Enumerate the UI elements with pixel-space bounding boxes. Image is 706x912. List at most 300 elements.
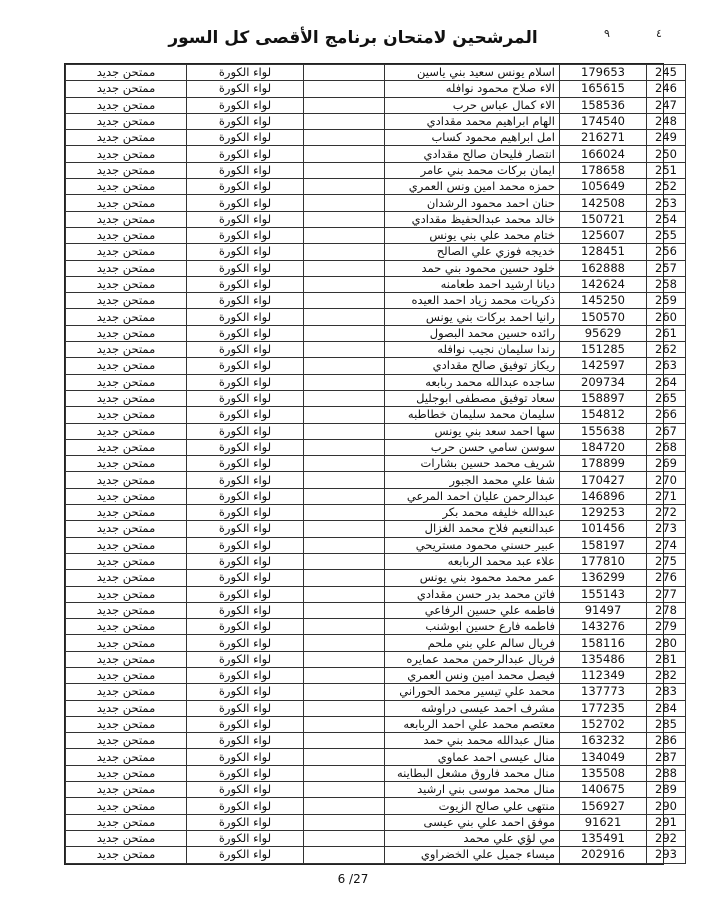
status: ممتحن جديد (66, 162, 187, 178)
candidate-name: منتهى علي صالح الزيوت (385, 798, 560, 814)
district: لواء الكورة (187, 472, 304, 488)
row-number: 285 (647, 716, 686, 732)
district: لواء الكورة (187, 374, 304, 390)
table-row (66, 749, 686, 765)
table-row (66, 782, 686, 798)
candidate-id: 158536 (560, 97, 647, 113)
candidate-id: 91621 (560, 814, 647, 830)
candidate-id: 91497 (560, 602, 647, 618)
row-number: 281 (647, 651, 686, 667)
candidate-name: مي لؤي علي محمد (385, 830, 560, 846)
empty-cell (304, 847, 385, 863)
status: ممتحن جديد (66, 276, 187, 292)
empty-cell (304, 325, 385, 341)
row-number: 266 (647, 407, 686, 423)
table-row (66, 716, 686, 732)
district: لواء الكورة (187, 570, 304, 586)
status: ممتحن جديد (66, 537, 187, 553)
status: ممتحن جديد (66, 505, 187, 521)
status: ممتحن جديد (66, 782, 187, 798)
empty-cell (304, 798, 385, 814)
status: ممتحن جديد (66, 390, 187, 406)
status: ممتحن جديد (66, 309, 187, 325)
district: لواء الكورة (187, 130, 304, 146)
row-number: 264 (647, 374, 686, 390)
table-row (66, 602, 686, 618)
candidate-id: 209734 (560, 374, 647, 390)
row-number: 269 (647, 456, 686, 472)
row-number: 284 (647, 700, 686, 716)
district: لواء الكورة (187, 342, 304, 358)
status: ممتحن جديد (66, 97, 187, 113)
district: لواء الكورة (187, 782, 304, 798)
empty-cell (304, 586, 385, 602)
empty-cell (304, 472, 385, 488)
district: لواء الكورة (187, 733, 304, 749)
candidate-id: 143276 (560, 619, 647, 635)
empty-cell (304, 635, 385, 651)
empty-cell (304, 211, 385, 227)
district: لواء الكورة (187, 276, 304, 292)
row-number: 251 (647, 162, 686, 178)
district: لواء الكورة (187, 586, 304, 602)
candidate-name: فريال عبدالرحمن محمد عمايره (385, 651, 560, 667)
row-number: 263 (647, 358, 686, 374)
district: لواء الكورة (187, 814, 304, 830)
page-number: 6 /27 (337, 872, 369, 886)
candidate-name: شريف محمد حسين بشارات (385, 456, 560, 472)
table-row (66, 342, 686, 358)
candidate-name: سها احمد سعد بني يونس (385, 423, 560, 439)
candidate-name: عبدالنعيم فلاح محمد الغزال (385, 521, 560, 537)
row-number: 283 (647, 684, 686, 700)
candidate-id: 151285 (560, 342, 647, 358)
candidate-id: 155638 (560, 423, 647, 439)
status: ممتحن جديد (66, 651, 187, 667)
candidate-name: اسلام يونس سعيد بني ياسين (385, 65, 560, 81)
table-row (66, 521, 686, 537)
status: ممتحن جديد (66, 586, 187, 602)
candidate-id: 154812 (560, 407, 647, 423)
row-number: 287 (647, 749, 686, 765)
row-number: 253 (647, 195, 686, 211)
status: ممتحن جديد (66, 293, 187, 309)
empty-cell (304, 814, 385, 830)
candidate-name: فاتن محمد بدر حسن مقدادي (385, 586, 560, 602)
candidate-name: الاء كمال عباس حرب (385, 97, 560, 113)
candidate-id: 137773 (560, 684, 647, 700)
status: ممتحن جديد (66, 227, 187, 243)
candidate-id: 146896 (560, 488, 647, 504)
candidate-name: عبدالله خليفه محمد بكر (385, 505, 560, 521)
candidate-name: محمد علي تيسير محمد الحوراني (385, 684, 560, 700)
empty-cell (304, 113, 385, 129)
candidate-name: ديانا ارشيد احمد طعامنه (385, 276, 560, 292)
status: ممتحن جديد (66, 211, 187, 227)
empty-cell (304, 260, 385, 276)
table-row (66, 309, 686, 325)
row-number: 288 (647, 765, 686, 781)
candidate-id: 140675 (560, 782, 647, 798)
empty-cell (304, 407, 385, 423)
empty-cell (304, 65, 385, 81)
candidate-name: حنان احمد محمود الرشدان (385, 195, 560, 211)
candidate-name: رانيا احمد بركات بني يونس (385, 309, 560, 325)
empty-cell (304, 488, 385, 504)
status: ممتحن جديد (66, 244, 187, 260)
candidate-name: امل ابراهيم محمود كساب (385, 130, 560, 146)
status: ممتحن جديد (66, 260, 187, 276)
district: لواء الكورة (187, 439, 304, 455)
table-row (66, 814, 686, 830)
row-number: 255 (647, 227, 686, 243)
row-number: 290 (647, 798, 686, 814)
row-number: 259 (647, 293, 686, 309)
empty-cell (304, 505, 385, 521)
table-row (66, 635, 686, 651)
row-number: 258 (647, 276, 686, 292)
district: لواء الكورة (187, 65, 304, 81)
candidate-name: رائده حسين محمد البصول (385, 325, 560, 341)
district: لواء الكورة (187, 456, 304, 472)
candidate-id: 145250 (560, 293, 647, 309)
candidate-name: انتصار فليحان صالح مقدادي (385, 146, 560, 162)
row-number: 282 (647, 667, 686, 683)
candidate-id: 165615 (560, 81, 647, 97)
row-number: 267 (647, 423, 686, 439)
table-row (66, 651, 686, 667)
district: لواء الكورة (187, 146, 304, 162)
status: ممتحن جديد (66, 179, 187, 195)
candidate-name: منال محمد موسى بني ارشيد (385, 782, 560, 798)
row-number: 262 (647, 342, 686, 358)
candidate-name: منال عبدالله محمد بني حمد (385, 733, 560, 749)
row-number: 273 (647, 521, 686, 537)
table-row (66, 195, 686, 211)
candidate-id: 95629 (560, 325, 647, 341)
candidate-name: ريكاز توفيق صالح مقدادي (385, 358, 560, 374)
row-number: 274 (647, 537, 686, 553)
candidate-name: خديجه فوزي علي الصالح (385, 244, 560, 260)
table-row (66, 407, 686, 423)
candidate-name: ساجده عبدالله محمد ربابعه (385, 374, 560, 390)
candidate-id: 158897 (560, 390, 647, 406)
district: لواء الكورة (187, 602, 304, 618)
candidate-id: 202916 (560, 847, 647, 863)
empty-cell (304, 651, 385, 667)
status: ممتحن جديد (66, 65, 187, 81)
candidate-id: 155143 (560, 586, 647, 602)
table-row (66, 488, 686, 504)
row-number: 257 (647, 260, 686, 276)
table-row (66, 798, 686, 814)
candidate-name: خالد محمد عبدالحفيظ مقدادي (385, 211, 560, 227)
district: لواء الكورة (187, 830, 304, 846)
district: لواء الكورة (187, 358, 304, 374)
status: ممتحن جديد (66, 113, 187, 129)
empty-cell (304, 602, 385, 618)
candidate-id: 134049 (560, 749, 647, 765)
table-row (66, 765, 686, 781)
candidate-id: 184720 (560, 439, 647, 455)
candidate-name: منال عيسى احمد عماوي (385, 749, 560, 765)
candidate-id: 178899 (560, 456, 647, 472)
candidate-id: 152702 (560, 716, 647, 732)
status: ممتحن جديد (66, 195, 187, 211)
table-row (66, 423, 686, 439)
status: ممتحن جديد (66, 830, 187, 846)
candidate-name: فريال سالم علي بني ملحم (385, 635, 560, 651)
candidate-name: سوسن سامي حسن حرب (385, 439, 560, 455)
district: لواء الكورة (187, 798, 304, 814)
district: لواء الكورة (187, 619, 304, 635)
district: لواء الكورة (187, 179, 304, 195)
empty-cell (304, 244, 385, 260)
candidate-name: حمزه محمد امين ونس العمري (385, 179, 560, 195)
candidate-id: 216271 (560, 130, 647, 146)
table-row (66, 81, 686, 97)
candidate-id: 178658 (560, 162, 647, 178)
status: ممتحن جديد (66, 700, 187, 716)
status: ممتحن جديد (66, 81, 187, 97)
table-body (66, 65, 686, 864)
empty-cell (304, 227, 385, 243)
table-row (66, 97, 686, 113)
table-row (66, 570, 686, 586)
candidate-name: ختام محمد علي بني يونس (385, 227, 560, 243)
margin-mark: ٤ (656, 27, 662, 40)
empty-cell (304, 667, 385, 683)
empty-cell (304, 570, 385, 586)
status: ممتحن جديد (66, 488, 187, 504)
empty-cell (304, 830, 385, 846)
table-row (66, 146, 686, 162)
empty-cell (304, 553, 385, 569)
candidate-name: عبدالرحمن عليان احمد المرعي (385, 488, 560, 504)
status: ممتحن جديد (66, 716, 187, 732)
status: ممتحن جديد (66, 733, 187, 749)
district: لواء الكورة (187, 195, 304, 211)
status: ممتحن جديد (66, 146, 187, 162)
candidate-id: 158197 (560, 537, 647, 553)
district: لواء الكورة (187, 390, 304, 406)
table-row (66, 65, 686, 81)
row-number: 289 (647, 782, 686, 798)
empty-cell (304, 374, 385, 390)
candidate-name: سليمان محمد سليمان خطاطبه (385, 407, 560, 423)
district: لواء الكورة (187, 113, 304, 129)
status: ممتحن جديد (66, 570, 187, 586)
candidate-name: فاطمه علي حسين الرفاعي (385, 602, 560, 618)
empty-cell (304, 390, 385, 406)
table-row (66, 276, 686, 292)
empty-cell (304, 700, 385, 716)
page-title: المرشحين لامتحان برنامج الأقصى كل السور (168, 28, 538, 48)
district: لواء الكورة (187, 537, 304, 553)
status: ممتحن جديد (66, 472, 187, 488)
candidate-id: 156927 (560, 798, 647, 814)
district: لواء الكورة (187, 488, 304, 504)
candidate-name: عمر محمد محمود بني يونس (385, 570, 560, 586)
table-row (66, 667, 686, 683)
table-row (66, 227, 686, 243)
row-number: 270 (647, 472, 686, 488)
status: ممتحن جديد (66, 374, 187, 390)
empty-cell (304, 684, 385, 700)
table-row (66, 847, 686, 863)
district: لواء الكورة (187, 521, 304, 537)
table-row (66, 830, 686, 846)
district: لواء الكورة (187, 162, 304, 178)
table-row (66, 700, 686, 716)
status: ممتحن جديد (66, 553, 187, 569)
candidate-id: 142508 (560, 195, 647, 211)
row-number: 265 (647, 390, 686, 406)
candidate-name: معتصم محمد علي احمد الربابعه (385, 716, 560, 732)
row-number: 276 (647, 570, 686, 586)
empty-cell (304, 342, 385, 358)
table-row (66, 358, 686, 374)
table-row (66, 260, 686, 276)
district: لواء الكورة (187, 227, 304, 243)
table-row (66, 619, 686, 635)
table-row (66, 733, 686, 749)
empty-cell (304, 179, 385, 195)
row-number: 261 (647, 325, 686, 341)
status: ممتحن جديد (66, 814, 187, 830)
empty-cell (304, 195, 385, 211)
table-row (66, 325, 686, 341)
candidate-id: 142597 (560, 358, 647, 374)
margin-mark: ٩ (604, 27, 610, 40)
table-row (66, 293, 686, 309)
empty-cell (304, 81, 385, 97)
candidates-table (64, 63, 677, 865)
status: ممتحن جديد (66, 342, 187, 358)
candidate-id: 136299 (560, 570, 647, 586)
table-row (66, 537, 686, 553)
row-number: 280 (647, 635, 686, 651)
candidate-name: رندا سليمان نجيب نوافله (385, 342, 560, 358)
district: لواء الكورة (187, 293, 304, 309)
candidate-id: 135508 (560, 765, 647, 781)
row-number: 277 (647, 586, 686, 602)
candidate-id: 163232 (560, 733, 647, 749)
row-number: 247 (647, 97, 686, 113)
row-number: 252 (647, 179, 686, 195)
row-number: 291 (647, 814, 686, 830)
row-number: 286 (647, 733, 686, 749)
empty-cell (304, 97, 385, 113)
candidate-id: 128451 (560, 244, 647, 260)
table-row (66, 505, 686, 521)
status: ممتحن جديد (66, 439, 187, 455)
status: ممتحن جديد (66, 749, 187, 765)
empty-cell (304, 130, 385, 146)
candidate-id: 177810 (560, 553, 647, 569)
district: لواء الكورة (187, 423, 304, 439)
district: لواء الكورة (187, 684, 304, 700)
district: لواء الكورة (187, 260, 304, 276)
candidate-id: 170427 (560, 472, 647, 488)
empty-cell (304, 733, 385, 749)
empty-cell (304, 716, 385, 732)
empty-cell (304, 309, 385, 325)
candidate-name: خلود حسين محمود بني حمد (385, 260, 560, 276)
status: ممتحن جديد (66, 798, 187, 814)
empty-cell (304, 423, 385, 439)
empty-cell (304, 146, 385, 162)
table-row (66, 586, 686, 602)
row-number: 249 (647, 130, 686, 146)
candidate-id: 129253 (560, 505, 647, 521)
candidate-id: 179653 (560, 65, 647, 81)
district: لواء الكورة (187, 553, 304, 569)
candidate-id: 125607 (560, 227, 647, 243)
status: ممتحن جديد (66, 684, 187, 700)
candidate-name: الاء صلاح محمود نوافله (385, 81, 560, 97)
empty-cell (304, 782, 385, 798)
district: لواء الكورة (187, 244, 304, 260)
candidate-name: مشرف احمد عيسى دراوشه (385, 700, 560, 716)
row-number: 248 (647, 113, 686, 129)
table-row (66, 439, 686, 455)
row-number: 250 (647, 146, 686, 162)
row-number: 292 (647, 830, 686, 846)
status: ممتحن جديد (66, 358, 187, 374)
district: لواء الكورة (187, 765, 304, 781)
district: لواء الكورة (187, 407, 304, 423)
status: ممتحن جديد (66, 602, 187, 618)
status: ممتحن جديد (66, 635, 187, 651)
candidate-id: 135491 (560, 830, 647, 846)
candidate-name: فيصل محمد امين ونس العمري (385, 667, 560, 683)
candidate-name: سعاد توفيق مصطفى ابوجليل (385, 390, 560, 406)
candidate-id: 162888 (560, 260, 647, 276)
status: ممتحن جديد (66, 847, 187, 863)
empty-cell (304, 162, 385, 178)
candidate-id: 150570 (560, 309, 647, 325)
candidate-name: الهام ابراهيم محمد مقدادي (385, 113, 560, 129)
district: لواء الكورة (187, 667, 304, 683)
table-row (66, 553, 686, 569)
status: ممتحن جديد (66, 456, 187, 472)
district: لواء الكورة (187, 325, 304, 341)
empty-cell (304, 276, 385, 292)
table-row (66, 472, 686, 488)
empty-cell (304, 765, 385, 781)
table-row (66, 374, 686, 390)
status: ممتحن جديد (66, 407, 187, 423)
table-row (66, 684, 686, 700)
district: لواء الكورة (187, 309, 304, 325)
table-row (66, 390, 686, 406)
status: ممتحن جديد (66, 521, 187, 537)
candidate-id: 166024 (560, 146, 647, 162)
row-number: 271 (647, 488, 686, 504)
candidate-id: 174540 (560, 113, 647, 129)
table-row (66, 130, 686, 146)
status: ممتحن جديد (66, 325, 187, 341)
candidate-id: 135486 (560, 651, 647, 667)
district: لواء الكورة (187, 211, 304, 227)
candidate-name: موفق احمد علي بني عيسى (385, 814, 560, 830)
row-number: 279 (647, 619, 686, 635)
candidate-name: ميساء جميل علي الخضراوي (385, 847, 560, 863)
status: ممتحن جديد (66, 667, 187, 683)
empty-cell (304, 521, 385, 537)
district: لواء الكورة (187, 716, 304, 732)
